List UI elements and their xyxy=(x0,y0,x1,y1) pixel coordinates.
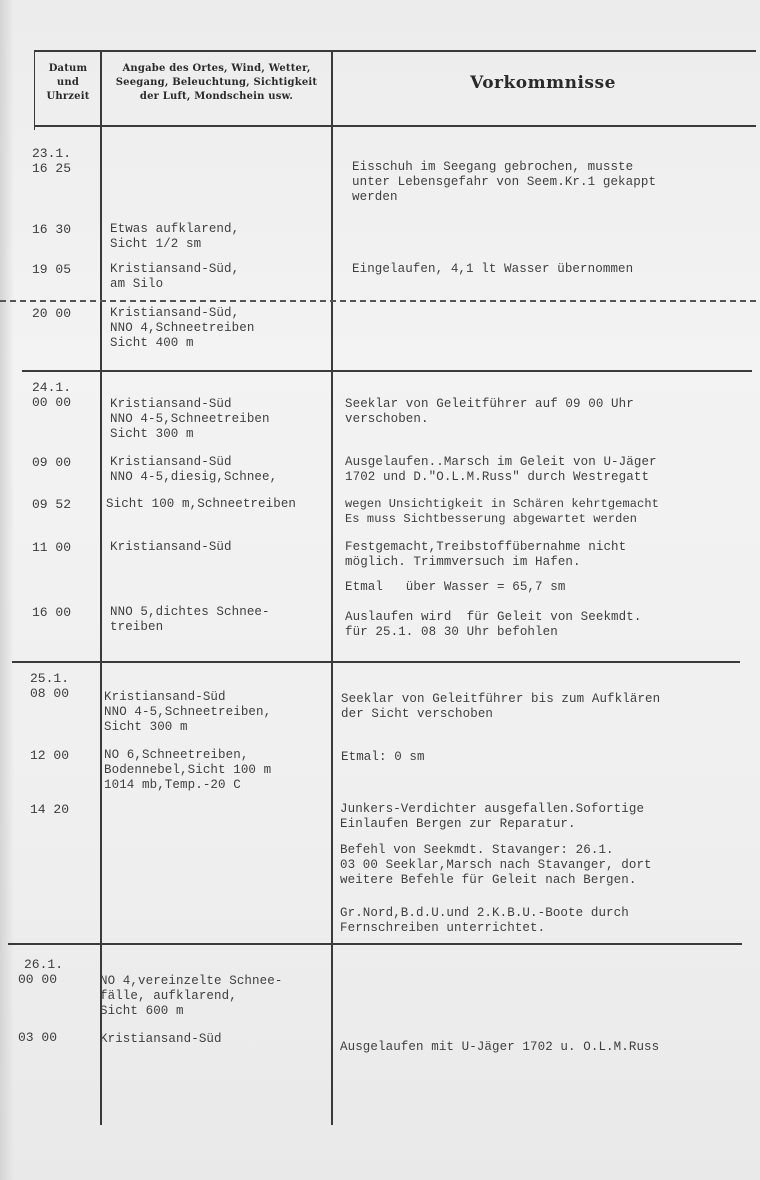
entry-event: Ausgelaufen mit U-Jäger 1702 u. O.L.M.Russ xyxy=(340,1040,660,1054)
entry-place: Sicht 1/2 sm xyxy=(110,237,202,251)
column-divider-2 xyxy=(331,50,333,1125)
entry-time: 00 00 xyxy=(18,972,58,987)
entry-time: 11 00 xyxy=(32,540,72,555)
entry-event: verschoben. xyxy=(345,412,429,426)
entry-time: 16 25 xyxy=(32,161,72,176)
entry-event: Es muss Sichtbesserung abgewartet werden xyxy=(345,512,638,526)
header-location-line3: der Luft, Mondschein usw. xyxy=(139,91,294,102)
entry-place: Sicht 300 m xyxy=(104,720,188,734)
entry-place: Kristiansand-Süd xyxy=(104,690,226,704)
separator-4 xyxy=(8,943,742,945)
entry-event: der Sicht verschoben xyxy=(341,707,494,721)
entry-event: Junkers-Verdichter ausgefallen.Sofortige xyxy=(340,802,645,816)
entry-place: Kristiansand-Süd, xyxy=(110,262,240,276)
header-date-time xyxy=(36,62,100,104)
entry-time: 14 20 xyxy=(30,802,70,817)
separator-3 xyxy=(12,661,740,663)
entry-place: NO 6,Schneetreiben, xyxy=(104,748,249,762)
separator-1 xyxy=(0,300,756,302)
header-date-line3: Uhrzeit xyxy=(46,91,90,102)
entry-date: 25.1. xyxy=(30,671,70,686)
entry-event: werden xyxy=(352,190,398,204)
page-edge-shadow xyxy=(0,0,14,1180)
entry-event: 1702 und D."O.L.M.Russ" durch Westregatt xyxy=(345,470,650,484)
entry-event: Fernschreiben unterrichtet. xyxy=(340,921,546,935)
separator-2 xyxy=(22,370,752,372)
entry-place: Sicht 400 m xyxy=(110,336,194,350)
entry-time: 19 05 xyxy=(32,262,72,277)
entry-event: Seeklar von Geleitführer bis zum Aufklären xyxy=(341,692,661,706)
entry-event: wegen Unsichtigkeit in Schären kehrtgemacht xyxy=(345,497,659,511)
entry-place: NNO 4-5,Schneetreiben xyxy=(110,412,270,426)
header-date-line1: Datum xyxy=(48,63,88,74)
entry-place: Kristiansand-Süd xyxy=(110,455,232,469)
header-location-line2: Seegang, Beleuchtung, Sichtigkeit xyxy=(115,77,318,88)
column-divider-1 xyxy=(100,50,102,1125)
table-left-border xyxy=(34,50,35,130)
header-location-weather xyxy=(102,62,331,104)
header-location-line1: Angabe des Ortes, Wind, Wetter, xyxy=(122,63,311,74)
entry-place: 1014 mb,Temp.-20 C xyxy=(104,778,241,792)
entry-time: 16 30 xyxy=(32,222,72,237)
table-top-border xyxy=(34,50,756,52)
entry-place: Kristiansand-Süd xyxy=(100,1032,222,1046)
entry-place: fälle, aufklarend, xyxy=(100,989,237,1003)
entry-event: 03 00 Seeklar,Marsch nach Stavanger, dort xyxy=(340,858,652,872)
entry-place: NNO 4-5,diesig,Schnee, xyxy=(110,470,278,484)
entry-place: Sicht 100 m,Schneetreiben xyxy=(106,497,297,511)
entry-date: 24.1. xyxy=(32,380,72,395)
entry-event: Eingelaufen, 4,1 lt Wasser übernommen xyxy=(352,262,634,276)
entry-event: Gr.Nord,B.d.U.und 2.K.B.U.-Boote durch xyxy=(340,906,629,920)
entry-event: Seeklar von Geleitführer auf 09 00 Uhr xyxy=(345,397,634,411)
entry-place: NNO 4-5,Schneetreiben, xyxy=(104,705,272,719)
entry-time: 20 00 xyxy=(32,306,72,321)
entry-place: Kristiansand-Süd, xyxy=(110,306,240,320)
entry-event: Befehl von Seekmdt. Stavanger: 26.1. xyxy=(340,843,614,857)
entry-event: unter Lebensgefahr von Seem.Kr.1 gekappt xyxy=(352,175,657,189)
entry-event: Einlaufen Bergen zur Reparatur. xyxy=(340,817,576,831)
entry-time: 12 00 xyxy=(30,748,70,763)
entry-event: Auslaufen wird für Geleit von Seekmdt. xyxy=(345,610,642,624)
entry-event: Ausgelaufen..Marsch im Geleit von U-Jäger xyxy=(345,455,657,469)
entry-time: 09 52 xyxy=(32,497,72,512)
entry-event: Etmal über Wasser = 65,7 sm xyxy=(345,580,566,594)
entry-event: Festgemacht,Treibstoffübernahme nicht xyxy=(345,540,627,554)
entry-time: 08 00 xyxy=(30,686,70,701)
entry-place: am Silo xyxy=(110,277,164,291)
entry-time: 00 00 xyxy=(32,395,72,410)
entry-time: 16 00 xyxy=(32,605,72,620)
entry-place: NO 4,vereinzelte Schnee- xyxy=(100,974,283,988)
entry-event: für 25.1. 08 30 Uhr befohlen xyxy=(345,625,558,639)
entry-place: Etwas aufklarend, xyxy=(110,222,240,236)
entry-event: weitere Befehle für Geleit nach Bergen. xyxy=(340,873,637,887)
entry-event: Etmal: 0 sm xyxy=(341,750,425,764)
entry-place: Kristiansand-Süd xyxy=(110,540,232,554)
entry-place: treiben xyxy=(110,620,164,634)
entry-place: NNO 5,dichtes Schnee- xyxy=(110,605,270,619)
header-date-line2: und xyxy=(56,77,80,88)
header-bottom-border xyxy=(34,125,756,127)
entry-event: Eisschuh im Seegang gebrochen, musste xyxy=(352,160,634,174)
entry-place: NNO 4,Schneetreiben xyxy=(110,321,255,335)
entry-place: Bodennebel,Sicht 100 m xyxy=(104,763,272,777)
entry-time: 03 00 xyxy=(18,1030,58,1045)
header-events: Vorkommnisse xyxy=(470,73,616,93)
entry-date: 23.1. xyxy=(32,146,72,161)
entry-place: Kristiansand-Süd xyxy=(110,397,232,411)
entry-date: 26.1. xyxy=(24,957,64,972)
entry-event: möglich. Trimmversuch im Hafen. xyxy=(345,555,581,569)
entry-place: Sicht 300 m xyxy=(110,427,194,441)
entry-time: 09 00 xyxy=(32,455,72,470)
entry-place: Sicht 600 m xyxy=(100,1004,184,1018)
